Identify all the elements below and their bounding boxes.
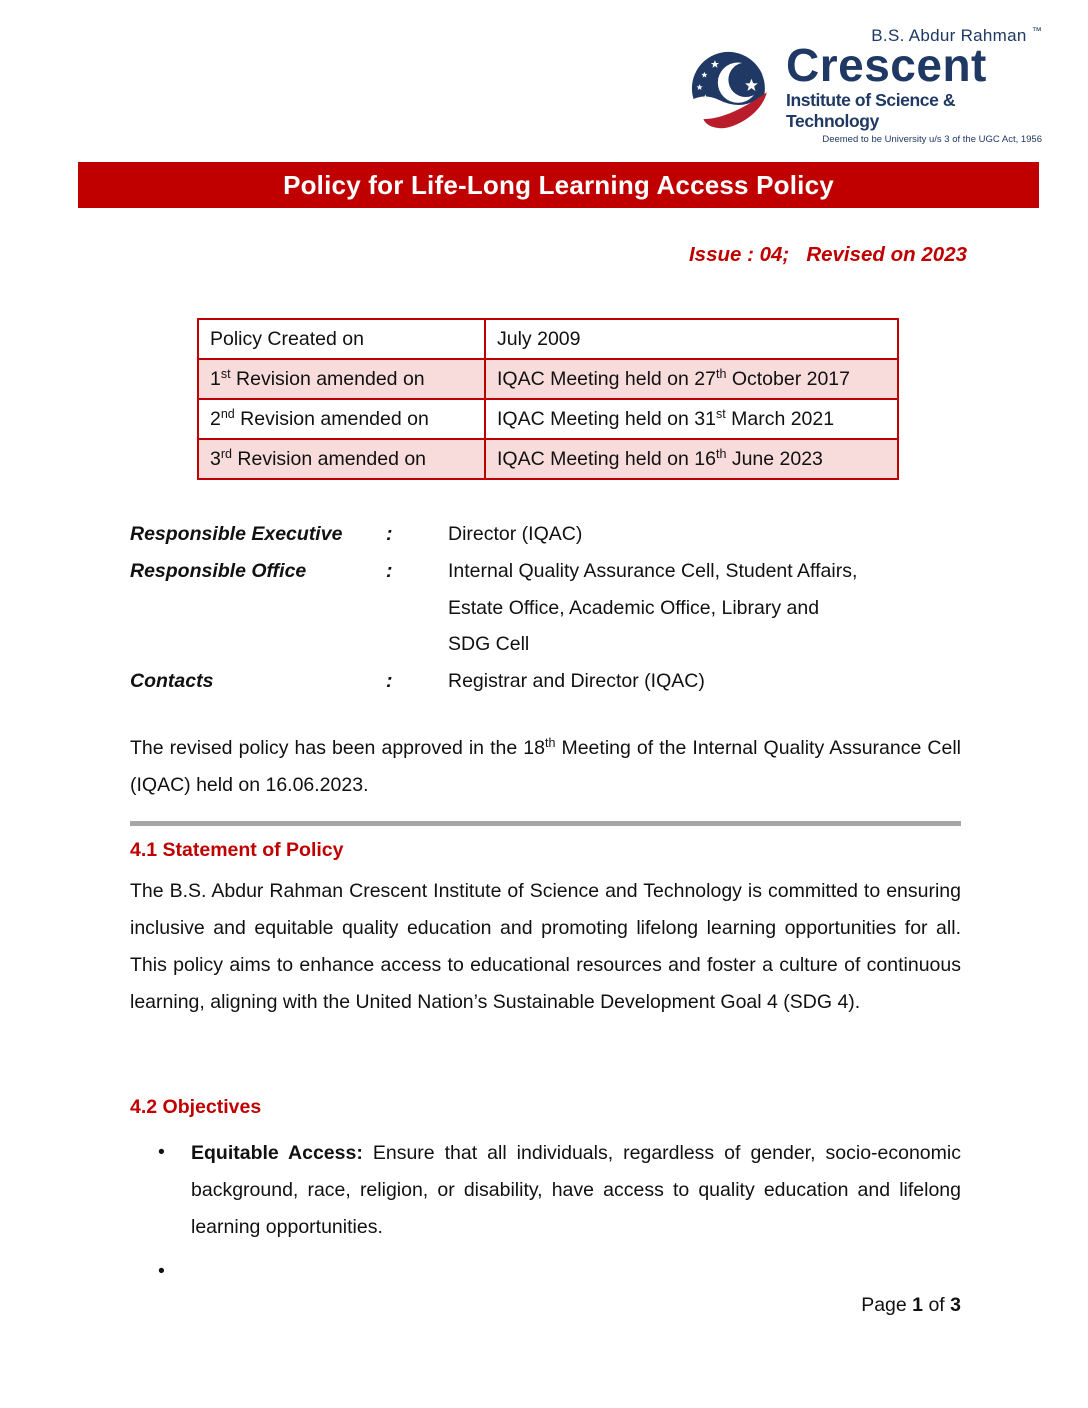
revision-history-table	[197, 318, 899, 480]
statement-of-policy-paragraph: The B.S. Abdur Rahman Crescent Institute of Science and Technology is committed to ensuring inclusive and equitable quality education and promoting lifelong learning opportunities for all. This policy aims to enhance access to educational resources and foster a culture of continuous learning, aligning with the United Nation’s Sustainable Development Goal 4 (SDG 4).	[130, 880, 961, 1013]
revision-value-cell: IQAC Meeting held on 31st March 2021	[485, 399, 898, 439]
bullet-icon: •	[158, 1141, 165, 1163]
brand-tagline: Deemed to be University u/s 3 of the UGC Act, 1956	[822, 133, 1042, 145]
crescent-moon-stars-emblem-icon	[690, 50, 786, 146]
field-separator: :	[386, 670, 393, 693]
bullet-icon: •	[158, 1260, 165, 1282]
tm-symbol: ™	[1031, 26, 1042, 37]
cell-text: Policy Created on	[210, 327, 364, 350]
cell-text: March 2021	[725, 407, 835, 430]
responsible-executive-row	[130, 516, 970, 553]
list-item	[130, 1135, 961, 1246]
field-label: Responsible Office	[130, 559, 307, 582]
table-row	[198, 359, 898, 399]
approval-paragraph: The revised policy has been approved in the 18th Meeting of the Internal Quality Assurance Cell (IQAC) held on 16.06.2023.	[130, 736, 961, 796]
current-page-number: 1	[912, 1294, 924, 1316]
field-label: Contacts	[130, 670, 214, 693]
field-value-line: Internal Quality Assurance Cell, Student Affairs,	[448, 559, 858, 582]
cell-text: Revision amended on	[230, 367, 425, 390]
bullet-body-text: Ensure that all individuals, regardless of gender, socio-economic background, race, religion, or disability, have access to quality education and lifelong learning opportunities.	[191, 1142, 961, 1238]
table-row	[198, 439, 898, 479]
table-row	[198, 319, 898, 359]
cell-text: 2	[210, 407, 221, 430]
cell-text: July 2009	[497, 327, 581, 350]
field-value-line: SDG Cell	[448, 633, 530, 656]
document-title-bar	[78, 162, 1039, 208]
section-heading-4-1: 4.1 Statement of Policy	[130, 839, 344, 861]
contacts-row	[130, 663, 970, 700]
field-value: Director (IQAC)	[448, 523, 583, 545]
revision-value-cell: IQAC Meeting held on 16th June 2023	[485, 439, 898, 479]
section-divider	[130, 821, 961, 826]
revision-label-cell: 1st Revision amended on	[198, 359, 485, 399]
revision-value-cell	[485, 319, 898, 359]
cell-text: IQAC Meeting held on 16	[497, 447, 716, 470]
revision-label-cell: 3rd Revision amended on	[198, 439, 485, 479]
cell-text: 1	[210, 367, 221, 390]
cell-text: 3	[210, 447, 221, 470]
cell-text: June 2023	[726, 447, 823, 470]
page-number-footer	[861, 1294, 961, 1317]
total-page-count: 3	[950, 1294, 961, 1316]
footer-text: of	[923, 1294, 951, 1316]
objectives-list	[130, 1135, 961, 1291]
revision-label-cell: 2nd Revision amended on	[198, 399, 485, 439]
cell-text: Revision amended on	[234, 407, 429, 430]
cell-text: IQAC Meeting held on 27	[497, 367, 716, 390]
revision-value-cell: IQAC Meeting held on 27th October 2017	[485, 359, 898, 399]
footer-text: Page	[861, 1294, 913, 1316]
brand-name: Crescent	[786, 39, 987, 91]
paragraph-text: Meeting of the Internal Quality Assurance Cell (IQAC) held on 16.06.2023.	[130, 737, 961, 796]
field-separator: :	[386, 523, 393, 545]
cell-text: Revision amended on	[231, 447, 427, 470]
field-value	[448, 553, 970, 663]
cell-text: October 2017	[726, 367, 850, 390]
list-item	[130, 1254, 961, 1291]
section-heading-4-2: 4.2 Objectives	[130, 1096, 262, 1118]
trademark-text: B.S. Abdur Rahman	[871, 26, 1027, 45]
document-title: Policy for Life-Long Learning Access Policy	[283, 169, 834, 200]
institute-logo	[690, 22, 1042, 146]
table-row	[198, 399, 898, 439]
field-value: Registrar and Director (IQAC)	[448, 670, 705, 693]
bullet-lead-text: Equitable Access:	[191, 1142, 363, 1164]
field-separator: :	[386, 559, 393, 582]
brand-subtitle: Institute of Science & Technology	[786, 89, 956, 131]
revision-label-cell	[198, 319, 485, 359]
field-value-line: Estate Office, Academic Office, Library and	[448, 596, 820, 619]
field-label: Responsible Executive	[130, 523, 343, 545]
paragraph-text: The revised policy has been approved in the 18	[130, 737, 545, 759]
responsibility-section	[130, 516, 970, 700]
issue-revision-line: Issue : 04; Revised on 2023	[688, 243, 967, 266]
cell-text: IQAC Meeting held on 31	[497, 407, 716, 430]
responsible-office-row	[130, 553, 970, 663]
